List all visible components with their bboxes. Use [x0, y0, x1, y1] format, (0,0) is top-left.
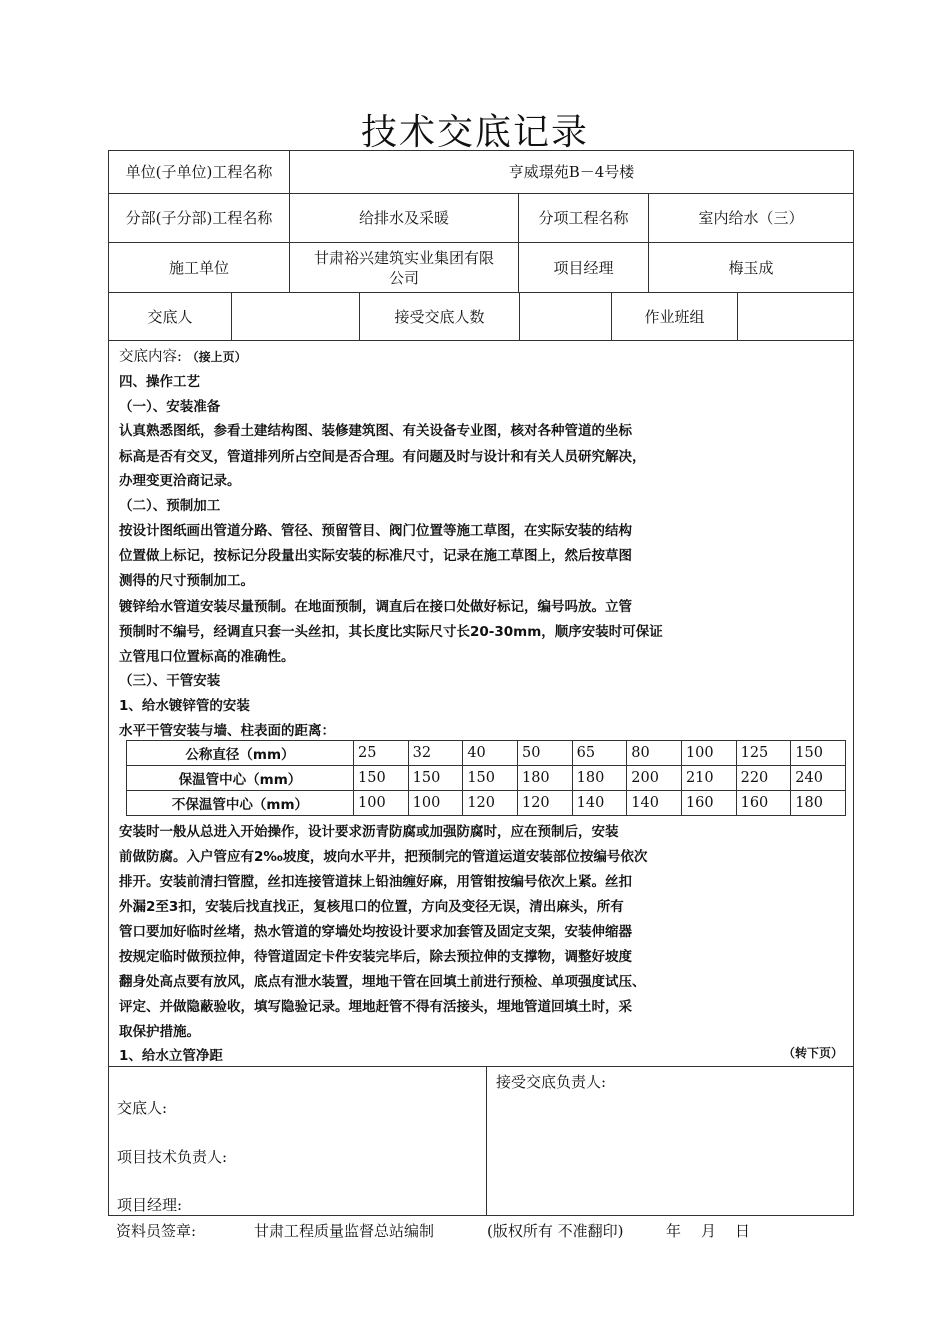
table-cell: 120: [463, 791, 518, 816]
contractor-value-line1: 甘肃裕兴建筑实业集团有限: [313, 248, 494, 267]
content-line: （一）、安装准备: [119, 399, 221, 415]
content-line: 管口要加好临时丝堵，热水管道的穿墙处均按设计要求加套管及固定支架，安装伸缩器: [119, 924, 632, 940]
content-line: 标高是否有交叉，管道排列所占空间是否合理。有问题及时与设计和有关人员研究解决，: [119, 449, 646, 465]
content-line: 外漏2至3扣，安装后找直找正，复核甩口的位置，方向及变径无误，清出麻头，所有: [119, 899, 624, 915]
next-page-note: （转下页）: [782, 1046, 843, 1060]
content-line: 评定、并做隐蔽验收，填写隐验记录。埋地赶管不得有活接头，埋地管道回填土时，采: [119, 999, 632, 1015]
content-line: 按规定临时做预拉伸，待管道固定卡件安装完毕后，除去预拉伸的支撑物，调整好坡度: [119, 949, 632, 965]
content-line: 排开。安装前清扫管膛，丝扣连接管道抹上铅油缠好麻，用管钳按编号依次上紧。丝扣: [119, 874, 632, 890]
contractor-label: 施工单位: [109, 243, 290, 292]
header-row-division: [109, 194, 853, 243]
pipe-distance-table: [126, 740, 846, 816]
table-cell: 150: [408, 766, 463, 791]
table-cell: 150: [354, 766, 409, 791]
table-cell: 50: [517, 741, 572, 766]
document-title: 技术交底记录: [360, 112, 589, 153]
subitem-label: 分项工程名称: [519, 194, 649, 242]
footer-clerk: 资料员签章:: [116, 1222, 197, 1240]
table-row-label: 公称直径（mm）: [127, 741, 354, 766]
table-cell: 140: [572, 791, 627, 816]
content-line: （二）、预制加工: [119, 498, 221, 514]
table-row: [127, 741, 846, 766]
header-row-project: [109, 151, 853, 194]
table-cell: 100: [681, 741, 736, 766]
table-cell: 150: [791, 741, 846, 766]
content-line: 测得的尺寸预制加工。: [119, 573, 254, 589]
subitem-value[interactable]: 室内给水（三）: [698, 209, 804, 227]
receiver-signature-label: 接受交底负责人:: [496, 1073, 607, 1091]
table-cell: 125: [736, 741, 791, 766]
table-cell: 140: [627, 791, 682, 816]
project-name-value[interactable]: 亨威璟苑B－4号楼: [508, 163, 635, 181]
content-line: 安装时一般从总进入开始操作，设计要求沥青防腐或加强防腐时，应在预制后，安装: [119, 824, 619, 840]
table-row: [127, 791, 846, 816]
content-intro-label: 交底内容:: [119, 349, 182, 365]
table-cell: 65: [572, 741, 627, 766]
content-intro: [119, 345, 247, 366]
table-cell: 160: [736, 791, 791, 816]
content-line-last: 1、给水立管净距: [119, 1048, 223, 1064]
table-cell: 40: [463, 741, 518, 766]
tech-lead-signature-label: 项目技术负责人:: [117, 1148, 228, 1166]
contractor-value-line2: 公司: [388, 268, 419, 287]
table-cell: 100: [354, 791, 409, 816]
table-cell: 120: [517, 791, 572, 816]
header-row-contractor: [109, 243, 853, 293]
content-line: 前做防腐。入户管应有2‰坡度，坡向水平井，把预制完的管道运道安装部位按编号依次: [119, 849, 648, 865]
table-row: [127, 766, 846, 791]
content-line: 水平干管安装与墙、柱表面的距离：: [119, 723, 335, 739]
content-line: 按设计图纸画出管道分路、管径、预留管目、阀门位置等施工草图，在实际安装的结构: [119, 523, 632, 539]
footer-day: 日: [735, 1222, 751, 1240]
content-line: 办理变更洽商记录。: [119, 473, 241, 489]
header-row-handover: [109, 293, 853, 341]
footer-copyright: (版权所有 不准翻印): [487, 1222, 624, 1240]
table-cell: 180: [572, 766, 627, 791]
receiver-count-label: 接受交底人数: [360, 293, 520, 340]
table-cell: 25: [354, 741, 409, 766]
content-line: 镀锌给水管道安装尽量预制。在地面预制，调直后在接口处做好标记，编号吗放。立管: [119, 599, 632, 615]
content-line: 取保护措施。: [119, 1024, 200, 1040]
work-team-value[interactable]: [738, 293, 853, 340]
content-line: （三）、干管安装: [119, 673, 221, 689]
project-manager-value[interactable]: 梅玉成: [728, 258, 774, 277]
content-line: 翻身处高点要有放风，底点有泄水装置，埋地干管在回填土前进行预检、单项强度试压、: [119, 974, 646, 990]
table-cell: 210: [681, 766, 736, 791]
footer-year: 年: [666, 1222, 682, 1240]
handover-signature-label: 交底人:: [117, 1099, 168, 1117]
table-cell: 100: [408, 791, 463, 816]
footer-month: 月: [701, 1222, 717, 1240]
table-cell: 180: [517, 766, 572, 791]
table-cell: 160: [681, 791, 736, 816]
receiver-count-value[interactable]: [520, 293, 612, 340]
signature-area: [109, 1067, 853, 1215]
handover-content: [109, 341, 853, 1067]
contractor-value[interactable]: [290, 243, 519, 292]
record-sheet: [108, 150, 854, 1216]
handover-person-label: 交底人: [109, 293, 232, 340]
signature-left-column: [109, 1067, 487, 1215]
table-cell: 240: [791, 766, 846, 791]
table-cell: 200: [627, 766, 682, 791]
content-line: 四、操作工艺: [119, 374, 200, 390]
content-line: 认真熟悉图纸，参看土建结构图、装修建筑图、有关设备专业图，核对各种管道的坐标: [119, 423, 632, 439]
table-cell: 80: [627, 741, 682, 766]
table-cell: 32: [408, 741, 463, 766]
work-team-label: 作业班组: [612, 293, 738, 340]
pm-signature-label: 项目经理:: [117, 1196, 183, 1214]
table-cell: 220: [736, 766, 791, 791]
handover-person-value[interactable]: [232, 293, 360, 340]
table-row-label: 保温管中心（mm）: [127, 766, 354, 791]
footer-compiler: 甘肃工程质量监督总站编制: [254, 1222, 435, 1240]
content-line: 立管甩口位置标高的准确性。: [119, 649, 295, 665]
content-line: 位置做上标记，按标记分段量出实际安装的标准尺寸，记录在施工草图上，然后按草图: [119, 548, 632, 564]
content-line: 预制时不编号，经调直只套一头丝扣，其长度比实际尺寸长20-30mm，顺序安装时可保证: [119, 624, 663, 640]
table-row-label: 不保温管中心（mm）: [127, 791, 354, 816]
content-line: 1、给水镀锌管的安装: [119, 698, 250, 714]
table-cell: 150: [463, 766, 518, 791]
division-label: 分部(子分部)工程名称: [109, 194, 290, 242]
project-name-label: 单位(子单位)工程名称: [109, 151, 290, 193]
content-intro-note: （接上页）: [186, 350, 247, 364]
division-value[interactable]: 给排水及采暖: [290, 194, 519, 242]
project-manager-label: 项目经理: [519, 243, 649, 292]
table-cell: 180: [791, 791, 846, 816]
